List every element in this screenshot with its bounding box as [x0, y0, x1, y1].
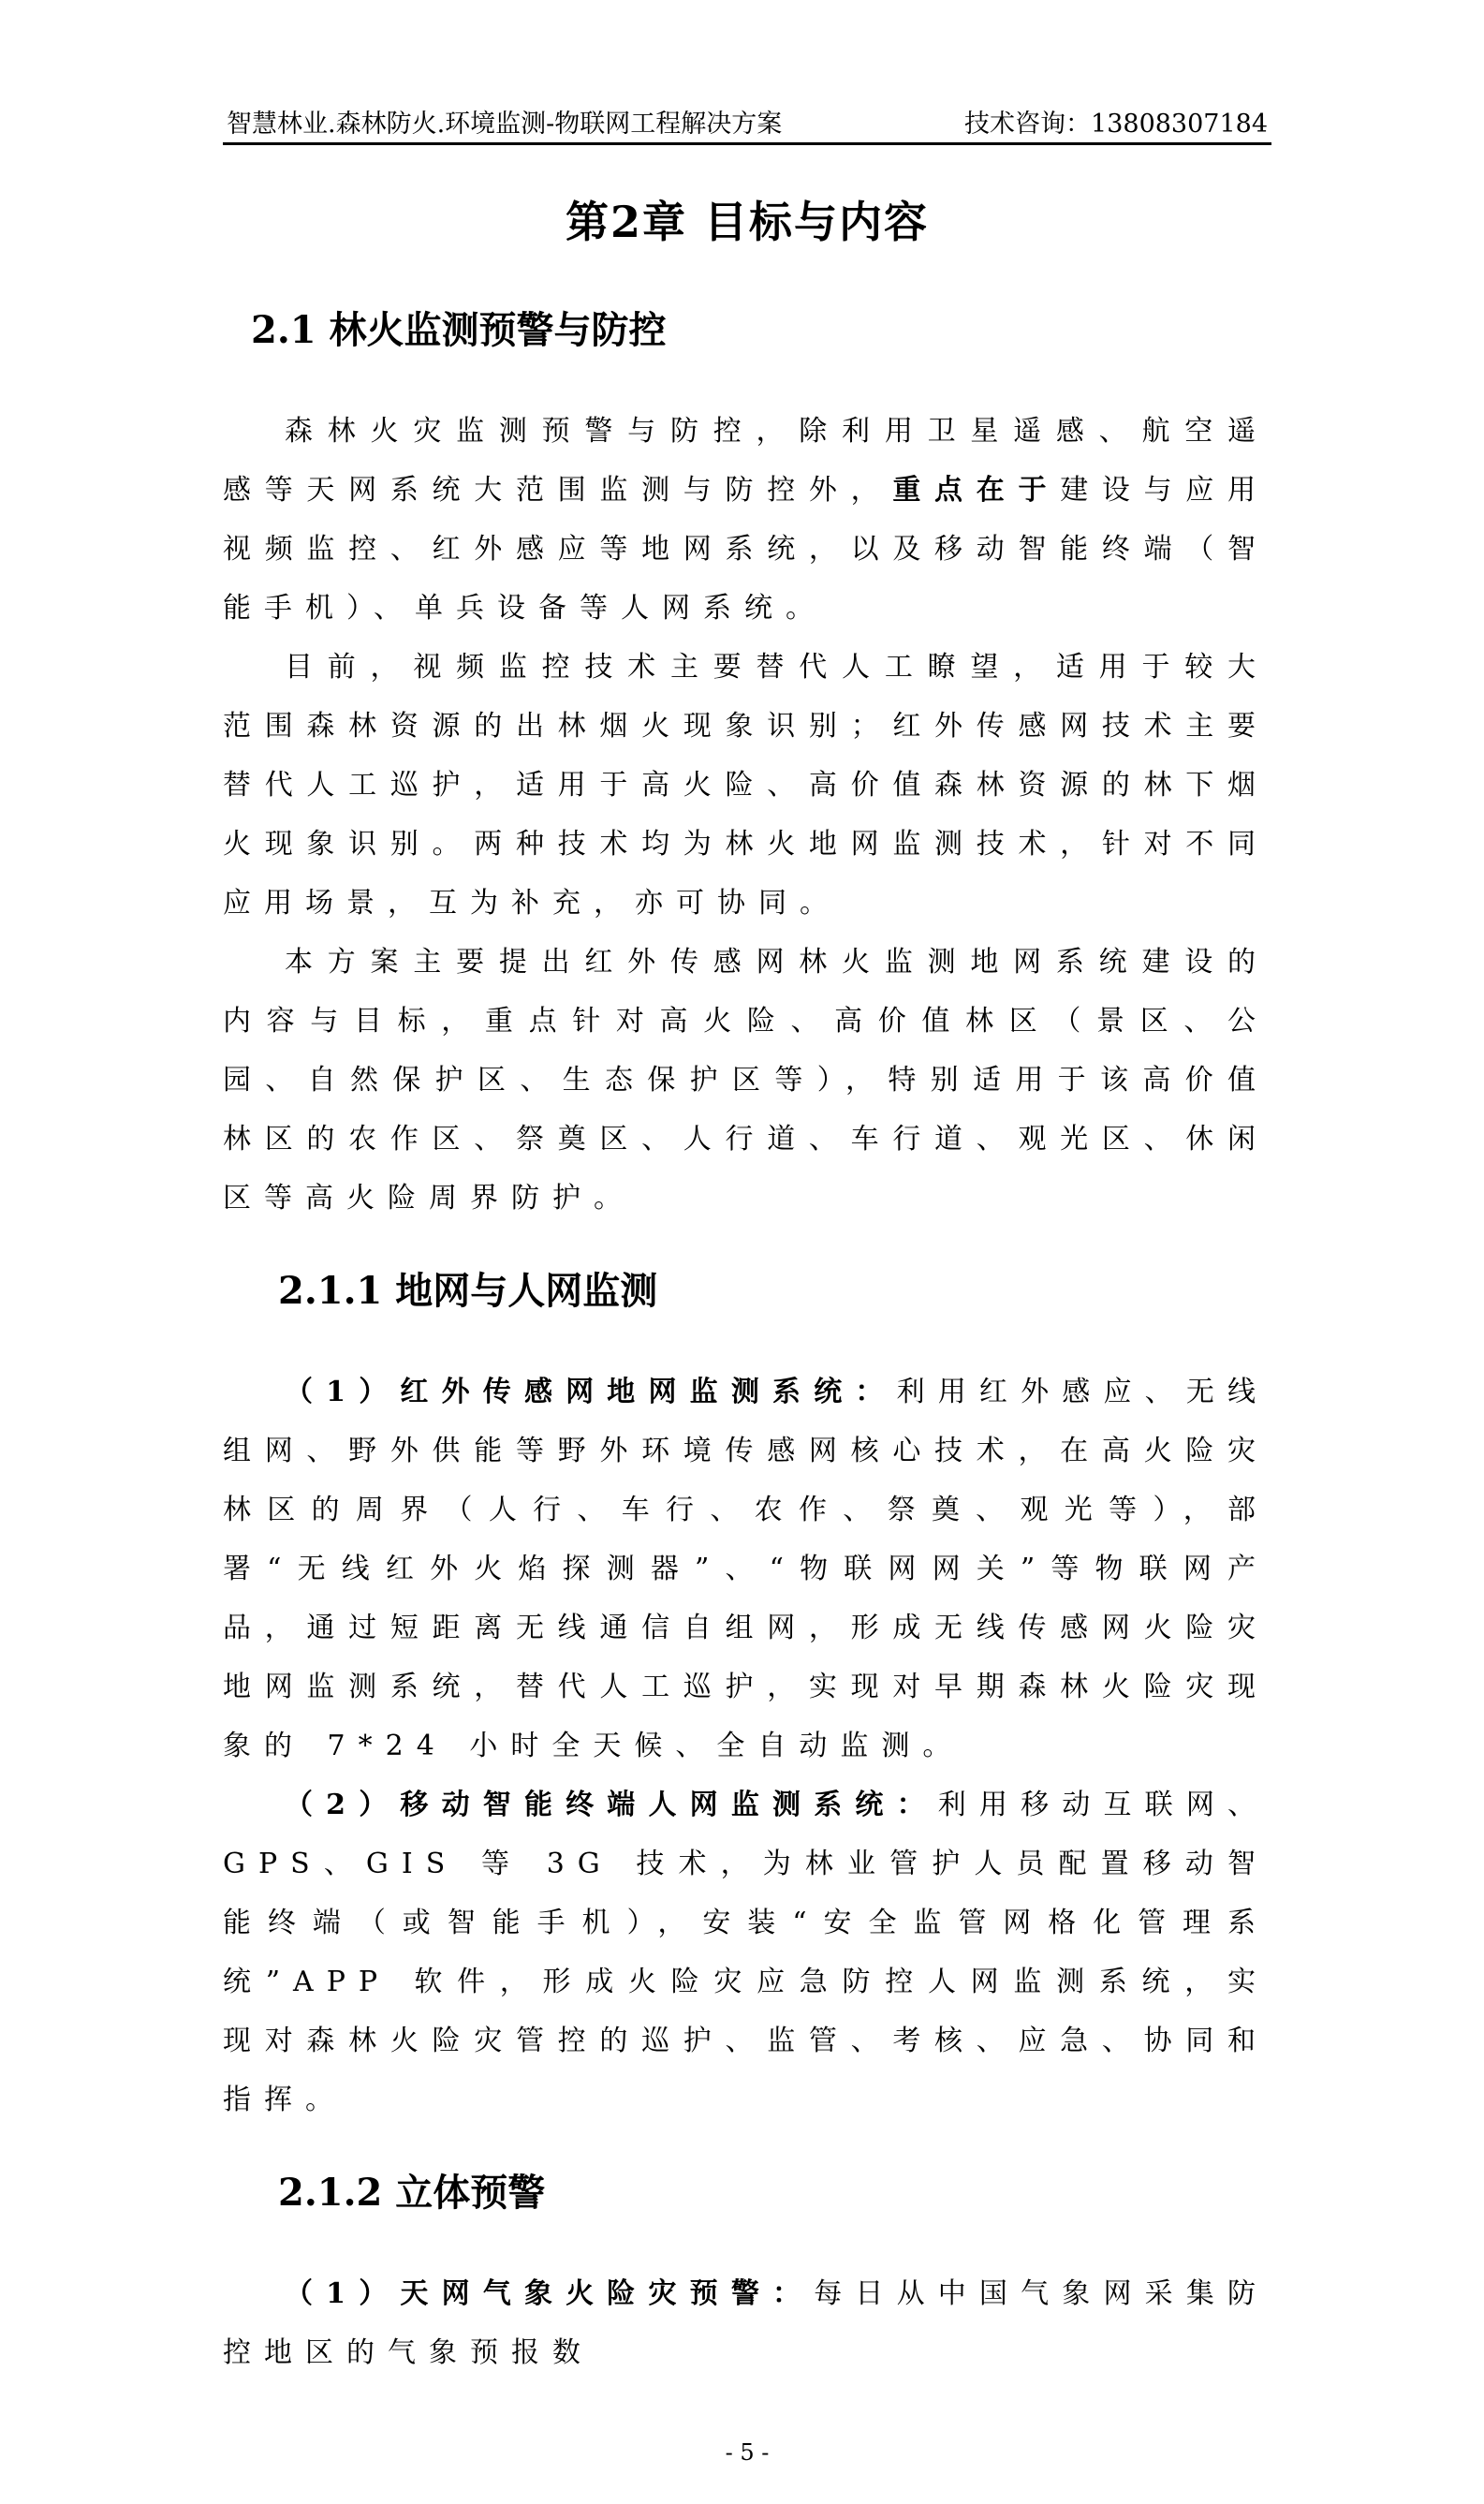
section-heading-2-1-2: 2.1.2 立体预警: [278, 2171, 546, 2215]
paragraph: [223, 638, 1269, 933]
paragraph: [223, 933, 1269, 1228]
page-number: - 5 -: [725, 2439, 770, 2466]
list-item: [223, 1775, 1269, 2129]
paragraph: [223, 402, 1269, 638]
item-label: （1）天网气象火险灾预警：: [285, 2277, 815, 2310]
paragraph-text: 本方案主要提出红外传感网林火监测地网系统建设的内容与目标，重点针对高火险、高价值林区（景区、公园、自然保护区、生态保护区等），特别适用于该高价值林区的农作区、祭奠区、人行道、车行道、观光区、休闲区等高火险周界防护。: [223, 946, 1269, 1215]
paragraph-text: 森林火灾监测预警与防控，除利用卫星遥感、航空遥感等天网系统大范围监测与防控外，: [223, 415, 1269, 507]
header-contact: 技术咨询：13808307184: [964, 110, 1268, 139]
item-label: （2）移动智能终端人网监测系统：: [285, 1789, 938, 1821]
item-text: 每日从中国气象网采集防控地区的气象预报数: [223, 2277, 1270, 2369]
paragraph-text: 建设与应用视频监控、红外感应等地网系统，以及移动智能终端（智能手机）、单兵设备等人网系统。: [223, 474, 1270, 625]
chapter-title: 第2章 目标与内容: [565, 197, 930, 247]
list-item: [223, 2264, 1269, 2382]
item-text: 利用移动互联网、GPS、GIS 等 3G 技术，为林业管护人员配置移动智能终端（或智能手机），安装“安全监管网格化管理系统”APP 软件，形成火险灾应急防控人网监测系统，实现对森林火险灾管控的巡护、监管、考核、应急、协同和指挥。: [223, 1789, 1270, 2116]
section-heading-2-1: 2.1 林火监测预警与防控: [251, 308, 667, 352]
item-label: （1）红外传感网地网监测系统：: [285, 1376, 897, 1408]
list-item: [223, 1362, 1269, 1775]
paragraph-text: 目前，视频监控技术主要替代人工瞭望，适用于较大范围森林资源的出林烟火现象识别；红外传感网技术主要替代人工巡护，适用于高火险、高价值森林资源的林下烟火现象识别。两种技术均为林火地网监测技术，针对不同应用场景，互为补充，亦可协同。: [223, 651, 1269, 920]
item-text: 利用红外感应、无线组网、野外供能等野外环境传感网核心技术，在高火险灾林区的周界（人行、车行、农作、祭奠、观光等），部署“无线红外火焰探测器”、“物联网网关”等物联网产品，通过短距离无线通信自组网，形成无线传感网火险灾地网监测系统，替代人工巡护，实现对早期森林火险灾现象的 7*24 小时全天候、全自动监测。: [223, 1376, 1270, 1762]
header-title: 智慧林业.森林防火.环境监测-物联网工程解决方案: [227, 110, 783, 139]
paragraph-emphasis: 重点在于: [892, 474, 1061, 507]
page-header: [223, 105, 1271, 145]
section-heading-2-1-1: 2.1.1 地网与人网监测: [278, 1269, 658, 1313]
